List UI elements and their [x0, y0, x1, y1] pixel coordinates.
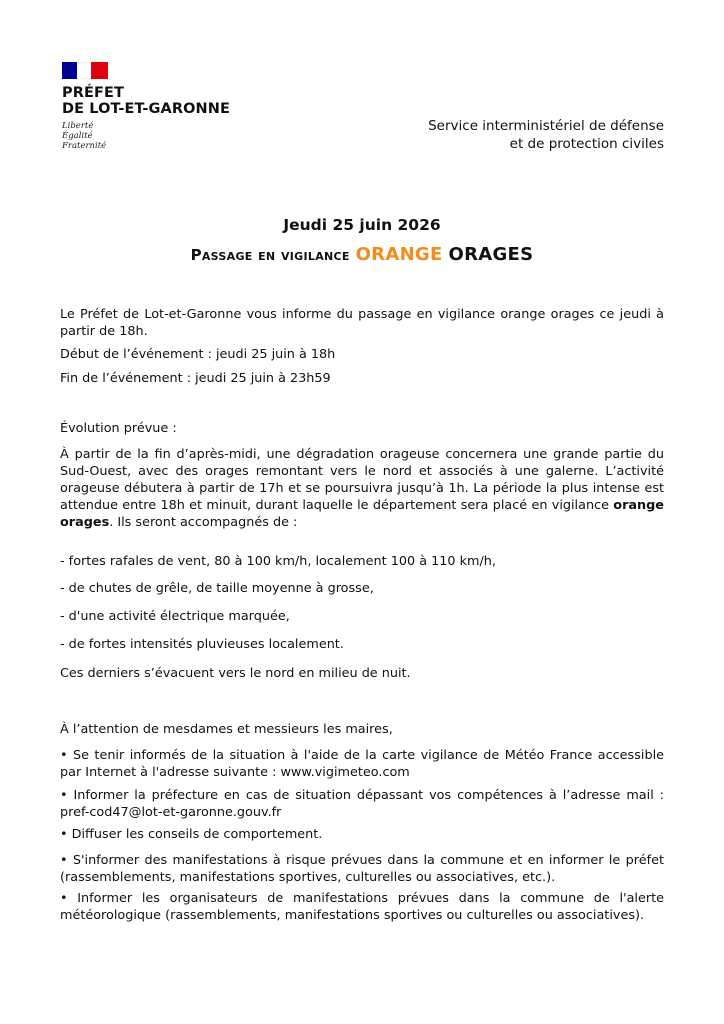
title-orages: ORAGES: [448, 244, 534, 265]
prefet-line-1: PRÉFET: [62, 85, 124, 101]
event-end: Fin de l’événement : jeudi 25 juin à 23h59: [60, 371, 331, 386]
motto-fraternite: Fraternité: [62, 141, 107, 151]
instruction-item: • Informer les organisateurs de manifestations prévues dans la commune de l'alerte météorologique (rassemblements, manifestations sportives ou culturelles ou associatives).: [60, 891, 664, 923]
evolution-end: . Ils seront accompagnés de :: [109, 515, 298, 530]
service-name: [428, 117, 664, 153]
motto-liberte: Liberté: [62, 121, 94, 131]
risk-item: - de fortes intensités pluvieuses localement.: [60, 637, 344, 652]
evacuation-text: Ces derniers s’évacuent vers le nord en milieu de nuit.: [60, 666, 411, 681]
evolution-bold: orange orages: [60, 498, 664, 530]
instruction-item: • Diffuser les conseils de comportement.: [60, 827, 323, 842]
risk-item: - fortes rafales de vent, 80 à 100 km/h, localement 100 à 110 km/h,: [60, 554, 496, 569]
title-orange: ORANGE: [355, 244, 443, 265]
bulletin-date: Jeudi 25 juin 2026: [283, 216, 441, 234]
intro-paragraph: Le Préfet de Lot-et-Garonne vous informe du passage en vigilance orange orages ce jeudi à partir de 18h.: [60, 307, 664, 339]
instruction-item: • S'informer des manifestations à risque prévues dans la commune et en informer le préfet (rassemblements, manifestations sportives, culturelles ou associatives, etc.).: [60, 853, 664, 885]
title-part-1: Passage en vigilance: [190, 246, 350, 264]
service-line-2: et de protection civiles: [509, 136, 664, 152]
evolution-heading: Évolution prévue :: [60, 421, 177, 436]
republic-motto: [62, 121, 262, 151]
prefet-logo-block: [62, 62, 262, 151]
evolution-paragraph: [60, 446, 664, 531]
mayors-attention: À l’attention de mesdames et messieurs les maires,: [60, 722, 393, 737]
motto-egalite: Égalité: [62, 131, 93, 141]
prefet-line-2: DE LOT-ET-GARONNE: [62, 101, 230, 117]
prefet-title: [62, 85, 262, 117]
service-line-1: Service interministériel de défense: [428, 118, 664, 134]
evolution-text: À partir de la fin d’après-midi, une dégradation orageuse concernera une grande partie du Sud-Ouest, avec des orages remontant vers le nord et associés à une galerne. L’activité orageuse débutera à partir de 17h et se poursuivra jusqu’à 1h. La période la plus intense est attendue entre 18h et minuit, durant laquelle le département sera placé en vigilance: [60, 447, 664, 513]
instruction-item: • Se tenir informés de la situation à l'aide de la carte vigilance de Météo France accessible par Internet à l'adresse suivante : www.vigimeteo.com: [60, 748, 664, 780]
instruction-item: • Informer la préfecture en cas de situation dépassant vos compétences à l’adresse mail : pref-cod47@lot-et-garonne.gouv.fr: [60, 788, 664, 820]
risk-item: - de chutes de grêle, de taille moyenne à grosse,: [60, 581, 374, 596]
marianne-flag-icon: [62, 62, 108, 79]
event-start: Début de l’événement : jeudi 25 juin à 18h: [60, 347, 336, 362]
bulletin-title: [0, 244, 724, 265]
risk-item: - d'une activité électrique marquée,: [60, 609, 290, 624]
